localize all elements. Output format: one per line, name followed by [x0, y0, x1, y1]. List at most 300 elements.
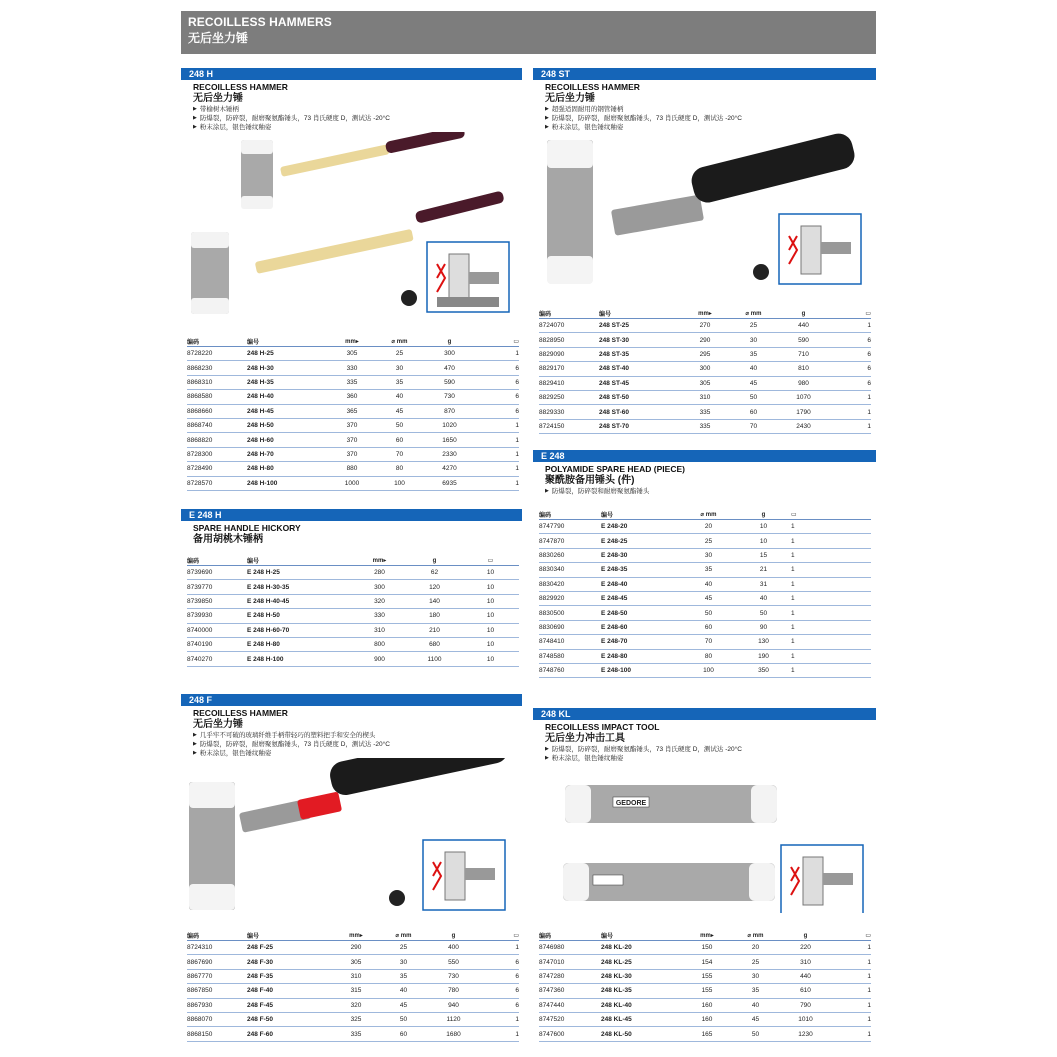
- col-diameter: ⌀ mm: [681, 510, 736, 520]
- cell-value: 680: [407, 637, 462, 651]
- cell-value: 45: [377, 404, 422, 418]
- table-row: [539, 405, 871, 419]
- table-row: [187, 404, 519, 418]
- cell-value: 10: [462, 580, 519, 594]
- cell-code: 8829170: [539, 362, 599, 376]
- cell-part-number: 248 ST-35: [599, 347, 679, 361]
- product-title-zh: 聚酰胺备用锤头 (件): [545, 475, 635, 486]
- table-row: [187, 637, 519, 651]
- cell-value: 100: [377, 476, 422, 490]
- cell-part-number: 248 ST-70: [599, 419, 679, 433]
- table-row: [187, 418, 519, 432]
- cell-code: 8739850: [187, 594, 247, 608]
- table-row: [187, 969, 519, 983]
- cell-part-number: E 248 H-25: [247, 566, 352, 580]
- panel-header: 248 ST: [533, 68, 876, 80]
- product-image: [533, 763, 876, 913]
- cell-value: 1: [477, 462, 519, 476]
- col-part: 编号: [247, 931, 331, 941]
- cell-code: 8739770: [187, 580, 247, 594]
- cell-value: 30: [381, 955, 426, 969]
- cell-value: 305: [331, 955, 381, 969]
- hammer-illustration: [181, 758, 522, 918]
- table-row: [539, 635, 871, 649]
- cell-value: 1020: [422, 418, 477, 432]
- cell-value: 330: [327, 361, 377, 375]
- cell-value: 1790: [776, 405, 831, 419]
- cell-value: 790: [778, 998, 833, 1012]
- table-row: [539, 362, 871, 376]
- cell-value: 305: [327, 347, 377, 361]
- table-row: [539, 984, 871, 998]
- cell-value: 1: [791, 577, 871, 591]
- col-weight: g: [736, 510, 791, 520]
- cell-code: 8739690: [187, 566, 247, 580]
- cell-part-number: E 248-30: [601, 548, 681, 562]
- cell-value: 40: [381, 984, 426, 998]
- cell-value: 1000: [327, 476, 377, 490]
- table-row: [539, 347, 871, 361]
- cell-part-number: E 248-70: [601, 635, 681, 649]
- cell-value: 1: [831, 419, 871, 433]
- cell-value: 10: [736, 534, 791, 548]
- cell-code: 8829250: [539, 390, 599, 404]
- hammer-illustration: [533, 132, 876, 292]
- col-qty: ▭: [481, 931, 519, 941]
- cell-part-number: 248 F-60: [247, 1027, 331, 1041]
- cell-value: 50: [731, 390, 776, 404]
- cell-code: 8867930: [187, 998, 247, 1012]
- table-row: [187, 594, 519, 608]
- cell-code: 8868740: [187, 418, 247, 432]
- feature-item: ▶ 超强适固耐用的钢管锤柄: [545, 105, 868, 114]
- cell-part-number: 248 ST-50: [599, 390, 679, 404]
- cell-value: 45: [381, 998, 426, 1012]
- cell-code: 8740190: [187, 637, 247, 651]
- panel-e248h: [181, 509, 522, 546]
- cell-value: 70: [377, 447, 422, 461]
- cell-value: 300: [679, 362, 731, 376]
- table-row: [539, 333, 871, 347]
- cell-part-number: 248 ST-60: [599, 405, 679, 419]
- feature-item: ▶ 防爆裂，防碎裂和耐磨聚氨酯锤头: [545, 487, 868, 496]
- cell-value: 80: [377, 462, 422, 476]
- table-row: [539, 591, 871, 605]
- cell-value: 30: [733, 969, 778, 983]
- cell-value: 1: [833, 955, 871, 969]
- col-qty: ▭: [833, 931, 871, 941]
- cell-code: 8747440: [539, 998, 601, 1012]
- cell-code: 8868150: [187, 1027, 247, 1041]
- cell-value: 6: [831, 362, 871, 376]
- table-row: [187, 566, 519, 580]
- cell-value: 590: [776, 333, 831, 347]
- cell-value: 310: [778, 955, 833, 969]
- cell-value: 40: [736, 591, 791, 605]
- cell-value: 10: [462, 637, 519, 651]
- cell-value: 350: [736, 663, 791, 677]
- table-row: [539, 998, 871, 1012]
- col-length: mm▸: [327, 337, 377, 347]
- col-part: 编号: [599, 309, 679, 319]
- cell-value: 6: [481, 984, 519, 998]
- cell-code: 8746980: [539, 941, 601, 955]
- table-row: [187, 580, 519, 594]
- cell-value: 470: [422, 361, 477, 375]
- cell-value: 300: [352, 580, 407, 594]
- cell-part-number: 248 KL-20: [601, 941, 681, 955]
- cell-code: 8728570: [187, 476, 247, 490]
- cell-value: 40: [733, 998, 778, 1012]
- cell-code: 8724150: [539, 419, 599, 433]
- feature-list: [181, 731, 522, 758]
- cell-code: 8747280: [539, 969, 601, 983]
- cell-value: 154: [681, 955, 733, 969]
- cell-value: 60: [381, 1027, 426, 1041]
- cell-code: 8747360: [539, 984, 601, 998]
- table-row: [539, 663, 871, 677]
- cell-value: 10: [462, 594, 519, 608]
- table-row: [187, 462, 519, 476]
- cell-value: 730: [422, 390, 477, 404]
- product-title-zh: 备用胡桃木锤柄: [193, 534, 263, 545]
- cell-value: 305: [679, 376, 731, 390]
- cell-part-number: 248 KL-45: [601, 1012, 681, 1026]
- table-row: [539, 649, 871, 663]
- cell-value: 1: [833, 1027, 871, 1041]
- cell-value: 45: [731, 376, 776, 390]
- col-part: 编号: [601, 510, 681, 520]
- cell-value: 50: [381, 1012, 426, 1026]
- col-qty: ▭: [462, 556, 519, 566]
- cell-value: 440: [778, 969, 833, 983]
- cell-value: 4270: [422, 462, 477, 476]
- product-title-en: SPARE HANDLE HICKORY: [193, 523, 301, 533]
- cell-value: 50: [681, 606, 736, 620]
- cell-part-number: 248 F-50: [247, 1012, 331, 1026]
- cell-value: 6: [477, 361, 519, 375]
- cell-value: 21: [736, 563, 791, 577]
- table-body: [187, 941, 519, 1042]
- cell-value: 2430: [776, 419, 831, 433]
- cell-part-number: 248 H-50: [247, 418, 327, 432]
- col-qty: ▭: [477, 337, 519, 347]
- cell-part-number: 248 H-60: [247, 433, 327, 447]
- table-row: [539, 577, 871, 591]
- cell-part-number: 248 ST-40: [599, 362, 679, 376]
- cell-code: 8747010: [539, 955, 601, 969]
- cell-value: 180: [407, 609, 462, 623]
- cell-code: 8830340: [539, 563, 601, 577]
- cell-part-number: 248 H-40: [247, 390, 327, 404]
- table-row: [187, 447, 519, 461]
- cell-value: 70: [731, 419, 776, 433]
- col-length: mm▸: [679, 309, 731, 319]
- cell-value: 190: [736, 649, 791, 663]
- col-part: 编号: [601, 931, 681, 941]
- feature-item: ▶ 防爆裂，防碎裂，耐磨聚氨酯锤头，73 肖氏硬度 D，测试达 -20°C: [545, 114, 868, 123]
- feature-item: ▶ 带榆树木锤柄: [193, 105, 514, 114]
- cell-value: 6: [831, 376, 871, 390]
- cell-value: 365: [327, 404, 377, 418]
- cell-part-number: 248 H-30: [247, 361, 327, 375]
- table-row: [187, 1027, 519, 1041]
- cell-value: 210: [407, 623, 462, 637]
- panel-header: E 248 H: [181, 509, 522, 521]
- table-row: [539, 955, 871, 969]
- table-body: [539, 520, 871, 678]
- cell-code: 8724310: [187, 941, 247, 955]
- cell-code: 8828950: [539, 333, 599, 347]
- cell-value: 40: [377, 390, 422, 404]
- col-diameter: ⌀ mm: [733, 931, 778, 941]
- feature-list: [533, 745, 876, 763]
- cell-part-number: 248 H-45: [247, 404, 327, 418]
- hammer-illustration: [181, 132, 522, 322]
- cell-value: 370: [327, 418, 377, 432]
- table-row: [187, 390, 519, 404]
- cell-value: 60: [731, 405, 776, 419]
- cell-code: 8830690: [539, 620, 601, 634]
- cell-code: 8740000: [187, 623, 247, 637]
- cell-value: 900: [352, 652, 407, 666]
- cell-code: 8748760: [539, 663, 601, 677]
- panel-248st: [533, 68, 876, 292]
- cell-value: 60: [377, 433, 422, 447]
- cell-code: 8748580: [539, 649, 601, 663]
- table-row: [187, 623, 519, 637]
- product-title-en: POLYAMIDE SPARE HEAD (PIECE): [545, 464, 685, 474]
- cell-code: 8830260: [539, 548, 601, 562]
- product-title-zh: 无后坐力锤: [545, 93, 595, 104]
- cell-value: 35: [681, 563, 736, 577]
- col-weight: g: [426, 931, 481, 941]
- cell-part-number: 248 F-35: [247, 969, 331, 983]
- cell-value: 10: [736, 520, 791, 534]
- cell-value: 1100: [407, 652, 462, 666]
- cell-value: 880: [327, 462, 377, 476]
- cell-part-number: 248 KL-50: [601, 1027, 681, 1041]
- table-row: [187, 652, 519, 666]
- cell-value: 1: [481, 1027, 519, 1041]
- cell-value: 710: [776, 347, 831, 361]
- cell-part-number: 248 KL-40: [601, 998, 681, 1012]
- cell-value: 25: [377, 347, 422, 361]
- brand-logo: GEDORE: [615, 800, 647, 807]
- cell-code: 8830420: [539, 577, 601, 591]
- cell-part-number: 248 F-45: [247, 998, 331, 1012]
- product-title-en: RECOILLESS HAMMER: [193, 82, 288, 92]
- cell-value: 160: [681, 1012, 733, 1026]
- feature-item: ▶ 几乎牢不可破的玻璃纤维手柄带轻巧的塑料把手和安全的楔头: [193, 731, 514, 740]
- col-code: 编码: [187, 931, 247, 941]
- cell-value: 310: [352, 623, 407, 637]
- cell-value: 400: [426, 941, 481, 955]
- feature-item: ▶ 粉末涂层，银色锤纹釉姿: [545, 123, 868, 132]
- product-title-en: RECOILLESS IMPACT TOOL: [545, 722, 660, 732]
- col-weight: g: [778, 931, 833, 941]
- cell-value: 1120: [426, 1012, 481, 1026]
- table-row: [539, 419, 871, 433]
- cell-code: 8829330: [539, 405, 599, 419]
- col-weight: g: [407, 556, 462, 566]
- feature-list: [181, 105, 522, 132]
- table-row: [539, 548, 871, 562]
- cell-value: 50: [736, 606, 791, 620]
- cell-value: 6: [477, 375, 519, 389]
- cell-code: 8868660: [187, 404, 247, 418]
- cell-value: 30: [731, 333, 776, 347]
- cell-value: 1680: [426, 1027, 481, 1041]
- panel-248f: [181, 694, 522, 918]
- table-row: [187, 609, 519, 623]
- col-diameter: ⌀ mm: [731, 309, 776, 319]
- panel-header: 248 KL: [533, 708, 876, 720]
- cell-value: 1: [791, 606, 871, 620]
- cell-value: 1: [833, 984, 871, 998]
- cell-value: 50: [377, 418, 422, 432]
- page-banner: [181, 11, 876, 54]
- cell-value: 6: [831, 347, 871, 361]
- cell-code: 8867690: [187, 955, 247, 969]
- cell-part-number: 248 F-40: [247, 984, 331, 998]
- panel-header: 248 H: [181, 68, 522, 80]
- feature-list: [533, 487, 876, 496]
- cell-value: 310: [331, 969, 381, 983]
- cell-value: 325: [331, 1012, 381, 1026]
- feature-item: ▶ 粉末涂层，银色锤纹釉姿: [193, 749, 514, 758]
- cell-value: 610: [778, 984, 833, 998]
- col-part: 编号: [247, 337, 327, 347]
- cell-value: 130: [736, 635, 791, 649]
- cell-code: 8868070: [187, 1012, 247, 1026]
- cell-value: 290: [331, 941, 381, 955]
- cell-value: 1: [791, 663, 871, 677]
- table-row: [539, 376, 871, 390]
- col-length: mm▸: [331, 931, 381, 941]
- cell-value: 50: [733, 1027, 778, 1041]
- cell-value: 31: [736, 577, 791, 591]
- cell-value: 1: [791, 520, 871, 534]
- cell-value: 155: [681, 984, 733, 998]
- table-row: [539, 606, 871, 620]
- panel-248kl: [533, 708, 876, 913]
- cell-value: 440: [776, 319, 831, 333]
- cell-code: 8829410: [539, 376, 599, 390]
- table-row: [539, 319, 871, 333]
- cell-value: 165: [681, 1027, 733, 1041]
- cell-value: 330: [352, 609, 407, 623]
- feature-item: ▶ 粉末涂层，银色锤纹釉姿: [193, 123, 514, 132]
- product-title-zh: 无后坐力锤: [193, 93, 243, 104]
- table-row: [187, 433, 519, 447]
- cell-part-number: E 248 H-30-35: [247, 580, 352, 594]
- cell-value: 1010: [778, 1012, 833, 1026]
- col-code: 编码: [539, 510, 601, 520]
- feature-list: [533, 105, 876, 132]
- cell-part-number: 248 H-70: [247, 447, 327, 461]
- cell-value: 1: [831, 319, 871, 333]
- feature-item: ▶ 粉末涂层，银色锤纹釉姿: [545, 754, 868, 763]
- col-weight: g: [422, 337, 477, 347]
- cell-value: 25: [733, 955, 778, 969]
- cell-value: 25: [381, 941, 426, 955]
- col-diameter: ⌀ mm: [377, 337, 422, 347]
- cell-value: 940: [426, 998, 481, 1012]
- cell-code: 8724070: [539, 319, 599, 333]
- product-title-en: RECOILLESS HAMMER: [193, 708, 288, 718]
- cell-value: 730: [426, 969, 481, 983]
- cell-part-number: 248 ST-45: [599, 376, 679, 390]
- table-row: [539, 563, 871, 577]
- cell-value: 62: [407, 566, 462, 580]
- cell-part-number: 248 F-30: [247, 955, 331, 969]
- cell-value: 1: [833, 998, 871, 1012]
- cell-value: 6: [477, 390, 519, 404]
- cell-value: 30: [377, 361, 422, 375]
- cell-value: 1: [833, 969, 871, 983]
- cell-part-number: E 248-60: [601, 620, 681, 634]
- cell-value: 270: [679, 319, 731, 333]
- cell-value: 1: [791, 649, 871, 663]
- cell-value: 60: [681, 620, 736, 634]
- cell-value: 1: [791, 563, 871, 577]
- cell-value: 1: [831, 405, 871, 419]
- cell-value: 100: [681, 663, 736, 677]
- panel-248h: [181, 68, 522, 322]
- col-part: 编号: [247, 556, 352, 566]
- cell-value: 1650: [422, 433, 477, 447]
- product-title-zh: 无后坐力锤: [193, 719, 243, 730]
- table-row: [187, 984, 519, 998]
- cell-code: 8748410: [539, 635, 601, 649]
- cell-value: 40: [731, 362, 776, 376]
- cell-value: 35: [381, 969, 426, 983]
- cell-part-number: E 248 H-50: [247, 609, 352, 623]
- cell-part-number: E 248-35: [601, 563, 681, 577]
- cell-value: 45: [733, 1012, 778, 1026]
- cell-code: 8728220: [187, 347, 247, 361]
- feature-item: ▶ 防爆裂，防碎裂，耐磨聚氨酯锤头，73 肖氏硬度 D，测试达 -20°C: [193, 740, 514, 749]
- table-row: [187, 361, 519, 375]
- cell-value: 810: [776, 362, 831, 376]
- cell-value: 6: [477, 404, 519, 418]
- cell-value: 155: [681, 969, 733, 983]
- col-diameter: ⌀ mm: [381, 931, 426, 941]
- table-row: [539, 1027, 871, 1041]
- impact-tool-illustration: [533, 763, 876, 913]
- table-row: [539, 534, 871, 548]
- cell-value: 150: [681, 941, 733, 955]
- table-body: [539, 319, 871, 434]
- col-code: 编码: [539, 931, 601, 941]
- cell-value: 335: [679, 405, 731, 419]
- product-image: [181, 132, 522, 322]
- cell-part-number: 248 ST-30: [599, 333, 679, 347]
- cell-code: 8867850: [187, 984, 247, 998]
- cell-value: 80: [681, 649, 736, 663]
- table-row: [187, 941, 519, 955]
- table-row: [187, 375, 519, 389]
- cell-value: 40: [681, 577, 736, 591]
- cell-code: 8868230: [187, 361, 247, 375]
- cell-code: 8868580: [187, 390, 247, 404]
- cell-value: 2330: [422, 447, 477, 461]
- col-length: mm▸: [352, 556, 407, 566]
- feature-item: ▶ 防爆裂，防碎裂，耐磨聚氨酯锤头，73 肖氏硬度 D，测试达 -20°C: [545, 745, 868, 754]
- cell-part-number: E 248-20: [601, 520, 681, 534]
- cell-value: 160: [681, 998, 733, 1012]
